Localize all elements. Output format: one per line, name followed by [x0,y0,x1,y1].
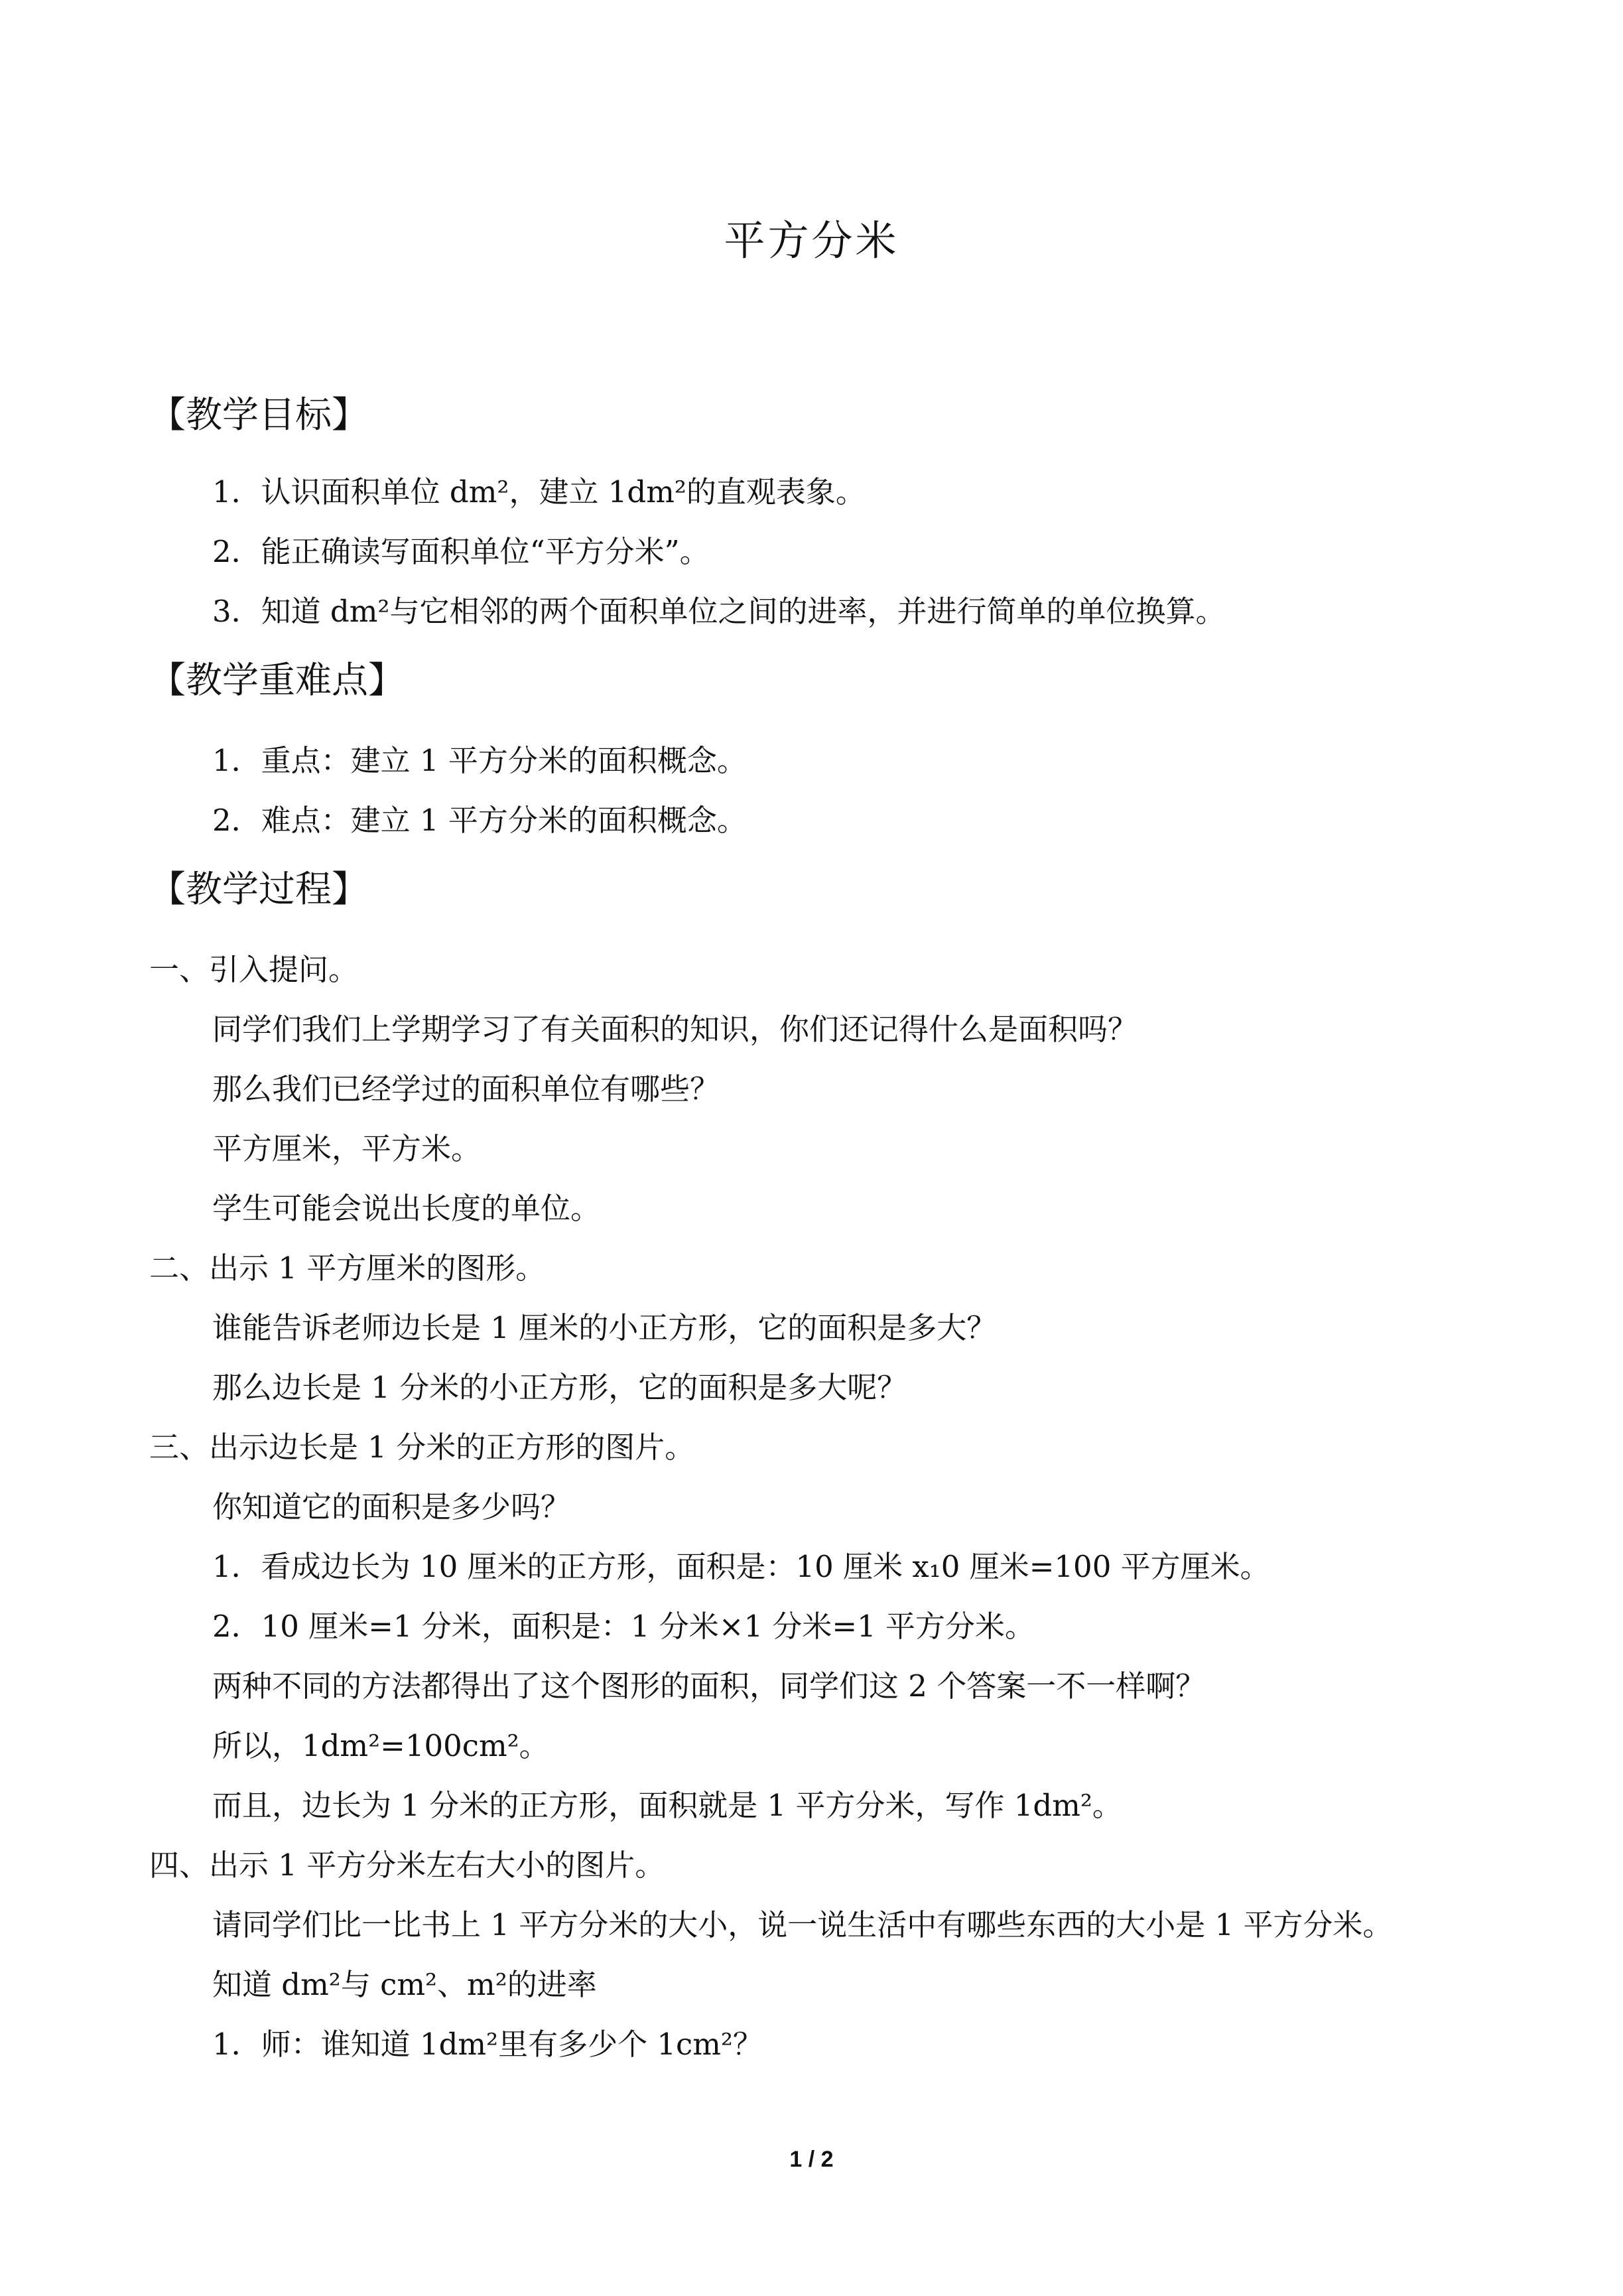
process-line: 谁能告诉老师边长是 1 厘米的小正方形，它的面积是多大？ [212,1310,997,1345]
process-line: 学生可能会说出长度的单位。 [212,1191,601,1226]
process-line: 那么边长是 1 分米的小正方形，它的面积是多大呢？ [212,1370,907,1405]
process-step-title: 三、出示边长是 1 分米的正方形的图片。 [149,1430,695,1465]
process-line: 1．看成边长为 10 厘米的正方形，面积是：10 厘米 x₁0 厘米=100 平方厘米。 [212,1549,1270,1584]
objective-item: 3．知道 dm²与它相邻的两个面积单位之间的进率，并进行简单的单位换算。 [212,594,1226,629]
process-line: 而且，边长为 1 分米的正方形，面积就是 1 平方分米，写作 1dm²。 [212,1788,1122,1823]
process-line: 请同学们比一比书上 1 平方分米的大小，说一说生活中有哪些东西的大小是 1 平方分米。 [212,1907,1393,1942]
document-title: 平方分米 [724,216,899,265]
key-point-item: 2．难点：建立 1 平方分米的面积概念。 [212,803,747,838]
process-line: 你知道它的面积是多少吗？ [212,1489,571,1524]
section-heading-key-points: 【教学重难点】 [149,659,405,701]
process-line: 两种不同的方法都得出了这个图形的面积，同学们这 2 个答案一不一样啊？ [212,1668,1206,1704]
process-step-title: 四、出示 1 平方分米左右大小的图片。 [149,1848,665,1883]
process-step-title: 一、引入提问。 [149,952,359,987]
section-heading-process: 【教学过程】 [149,868,369,910]
process-line: 那么我们已经学过的面积单位有哪些？ [212,1071,720,1107]
process-line: 知道 dm²与 cm²、m²的进率 [212,1967,597,2002]
objective-item: 2．能正确读写面积单位“平方分米”。 [212,534,710,569]
process-step-title: 二、出示 1 平方厘米的图形。 [149,1250,546,1286]
section-heading-objectives: 【教学目标】 [149,393,369,436]
process-line: 1．师：谁知道 1dm²里有多少个 1cm²？ [212,2027,763,2062]
process-line: 2．10 厘米=1 分米，面积是：1 分米×1 分米=1 平方分米。 [212,1609,1035,1644]
process-line: 同学们我们上学期学习了有关面积的知识，你们还记得什么是面积吗？ [212,1012,1138,1047]
page-number: 1 / 2 [789,2147,834,2172]
process-line: 所以，1dm²=100cm²。 [212,1728,549,1763]
process-line: 平方厘米，平方米。 [212,1131,482,1166]
key-point-item: 1．重点：建立 1 平方分米的面积概念。 [212,743,747,778]
objective-item: 1．认识面积单位 dm²，建立 1dm²的直观表象。 [212,474,866,509]
